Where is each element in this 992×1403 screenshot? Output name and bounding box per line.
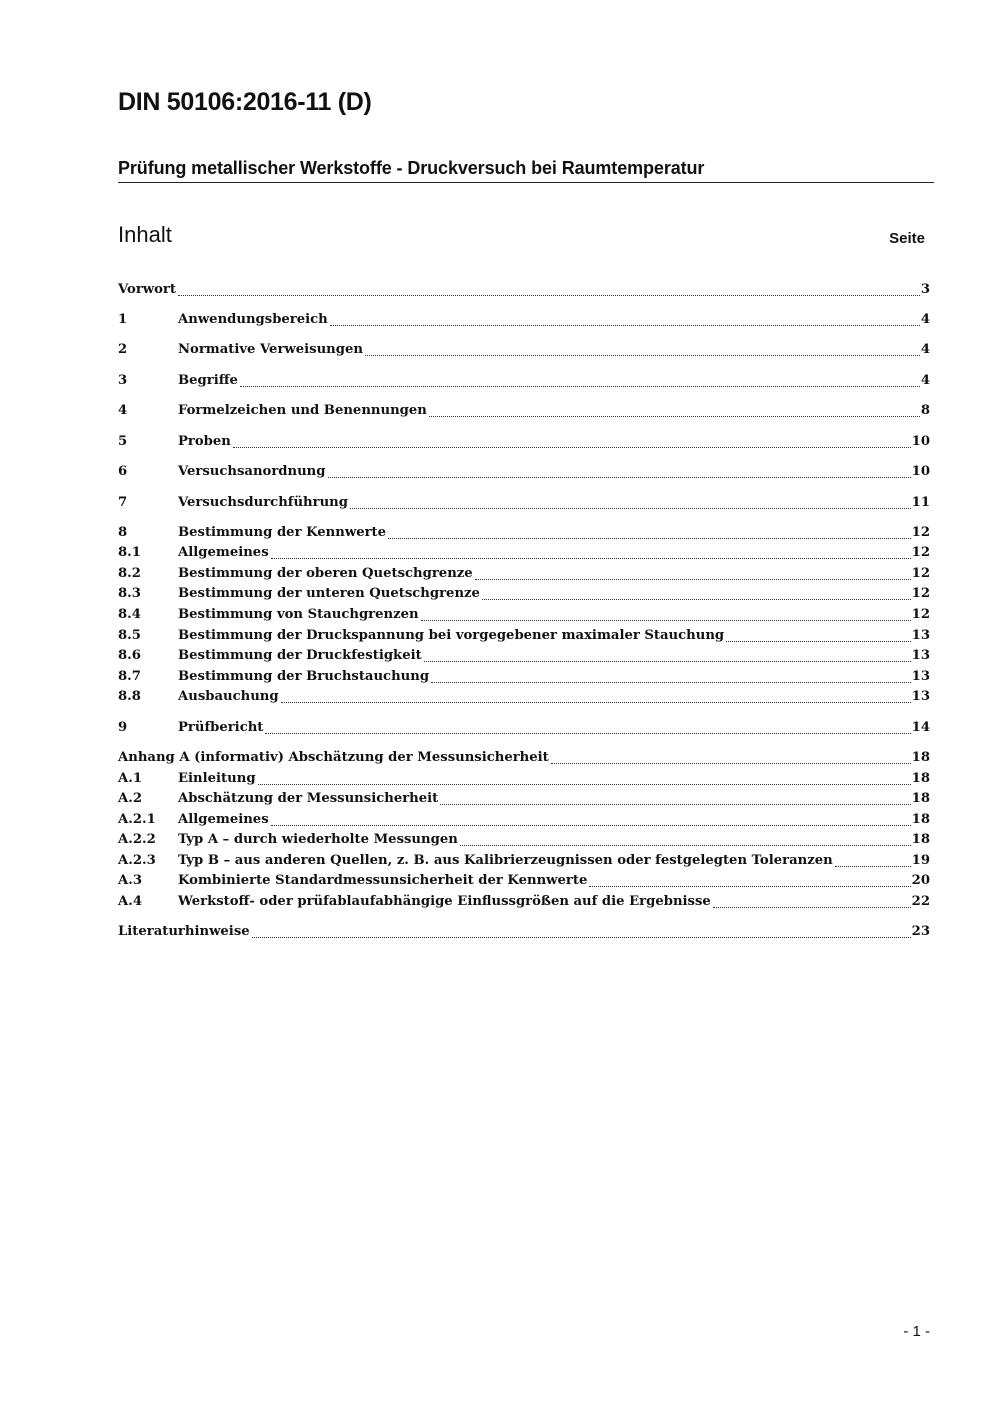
toc-entry-page: 18 [911, 750, 930, 765]
toc-entry[interactable] [118, 626, 930, 646]
toc-entry-page: 13 [911, 628, 930, 643]
toc-entry-page: 11 [911, 495, 930, 510]
toc-entry-title: Begriffe [178, 373, 238, 388]
toc-entry-number: A.2 [118, 791, 142, 806]
document-subtitle: Prüfung metallischer Werkstoffe - Druckversuch bei Raumtemperatur [118, 158, 934, 183]
toc-entry-title: Versuchsdurchführung [178, 495, 348, 510]
toc-entry-number: 8.1 [118, 545, 141, 560]
toc-entry-title: Bestimmung der Kennwerte [178, 525, 387, 540]
toc-entry[interactable] [118, 401, 930, 421]
toc-entry-title: Normative Verweisungen [178, 342, 363, 357]
toc-dot-leader [258, 784, 911, 785]
toc-dot-leader [350, 508, 911, 509]
toc-entry[interactable] [118, 605, 930, 625]
toc-entry-number: 8.7 [118, 669, 141, 684]
toc-entry-page: 23 [911, 924, 930, 939]
toc-dot-leader [551, 763, 911, 764]
toc-entry-number: A.3 [118, 873, 142, 888]
toc-entry-title: Proben [178, 434, 231, 449]
toc-dot-leader [482, 599, 911, 600]
toc-entry[interactable] [118, 646, 930, 666]
toc-entry-page: 20 [911, 873, 930, 888]
toc-entry[interactable] [118, 810, 930, 830]
toc-entry[interactable] [118, 340, 930, 360]
toc-dot-leader [365, 355, 920, 356]
toc-entry[interactable] [118, 718, 930, 738]
toc-entry-page: 4 [920, 312, 930, 327]
toc-entry[interactable] [118, 584, 930, 604]
toc-entry-number: 8.5 [118, 628, 141, 643]
toc-entry-title: Werkstoff- oder prüfablaufabhängige Einflussgrößen auf die Ergebnisse [178, 894, 711, 909]
toc-entry-page: 18 [911, 771, 930, 786]
toc-dot-leader [271, 558, 911, 559]
toc-entry-page: 13 [911, 648, 930, 663]
toc-entry-number: A.2.2 [118, 832, 156, 847]
toc-entry[interactable] [118, 892, 930, 912]
toc-entry-number: A.4 [118, 894, 142, 909]
toc-dot-leader [475, 579, 911, 580]
toc-entry[interactable] [118, 280, 930, 300]
toc-dot-leader [240, 386, 920, 387]
toc-entry[interactable] [118, 310, 930, 330]
toc-entry[interactable] [118, 543, 930, 563]
toc-entry-page: 12 [911, 545, 930, 560]
toc-entry-page: 13 [911, 689, 930, 704]
toc-entry-page: 18 [911, 791, 930, 806]
toc-dot-leader [271, 825, 911, 826]
toc-entry-page: 12 [911, 586, 930, 601]
toc-entry-page: 18 [911, 832, 930, 847]
toc-dot-leader [431, 682, 911, 683]
toc-entry-title: Allgemeines [178, 812, 269, 827]
toc-dot-leader [424, 661, 911, 662]
toc-dot-leader [589, 886, 910, 887]
toc-entry-page: 3 [920, 282, 930, 297]
toc-page-column-label: Seite [889, 230, 925, 247]
toc-entry[interactable] [118, 769, 930, 789]
toc-entry-title: Anwendungsbereich [178, 312, 328, 327]
toc-entry-title: Bestimmung von Stauchgrenzen [178, 607, 419, 622]
toc-entry-page: 8 [920, 403, 930, 418]
toc-entry-title: Bestimmung der Bruchstauchung [178, 669, 430, 684]
toc-entry-page: 12 [911, 566, 930, 581]
toc-entry[interactable] [118, 564, 930, 584]
toc-entry-title: Formelzeichen und Benennungen [178, 403, 427, 418]
toc-entry[interactable] [118, 748, 930, 768]
toc-entry-page: 10 [911, 434, 930, 449]
toc-entry-title: Bestimmung der Druckspannung bei vorgegebener maximaler Stauchung [178, 628, 725, 643]
toc-dot-leader [460, 845, 911, 846]
toc-entry[interactable] [118, 830, 930, 850]
toc-entry-page: 14 [911, 720, 930, 735]
toc-dot-leader [388, 538, 911, 539]
toc-entry-number: 3 [118, 373, 128, 388]
toc-dot-leader [328, 477, 911, 478]
toc-entry[interactable] [118, 922, 930, 942]
toc-entry-number: A.2.3 [118, 853, 156, 868]
toc-entry-page: 22 [911, 894, 930, 909]
toc-dot-leader [440, 804, 910, 805]
toc-entry-title: Ausbauchung [178, 689, 279, 704]
toc-entry[interactable] [118, 432, 930, 452]
toc-dot-leader [233, 447, 911, 448]
toc-entry-page: 4 [920, 373, 930, 388]
toc-entry-number: 8.6 [118, 648, 141, 663]
toc-entry-number: 7 [118, 495, 128, 510]
toc-entry[interactable] [118, 462, 930, 482]
toc-entry-title: Bestimmung der oberen Quetschgrenze [178, 566, 473, 581]
toc-entry-page: 10 [911, 464, 930, 479]
toc-entry-title: Versuchsanordnung [178, 464, 326, 479]
toc-entry-number: 8 [118, 525, 128, 540]
toc-entry-title: Bestimmung der unteren Quetschgrenze [178, 586, 480, 601]
toc-entry-title: Allgemeines [178, 545, 269, 560]
toc-dot-leader [252, 937, 911, 938]
toc-entry-number: 8.3 [118, 586, 141, 601]
toc-entry-number: A.2.1 [118, 812, 156, 827]
toc-entry-page: 13 [911, 669, 930, 684]
toc-entry-title: Einleitung [178, 771, 256, 786]
toc-dot-leader [178, 295, 920, 296]
toc-dot-leader [713, 907, 911, 908]
toc-entry[interactable] [118, 371, 930, 391]
toc-dot-leader [265, 733, 910, 734]
toc-entry-number: 9 [118, 720, 128, 735]
toc-entry-number: 8.8 [118, 689, 141, 704]
toc-entry-number: 5 [118, 434, 128, 449]
toc-entry-title: Kombinierte Standardmessunsicherheit der Kennwerte [178, 873, 588, 888]
toc-entry-title: Bestimmung der Druckfestigkeit [178, 648, 422, 663]
document-id-title: DIN 50106:2016-11 (D) [118, 88, 372, 116]
toc-entry-title: Literaturhinweise [118, 924, 250, 939]
toc-entry[interactable] [118, 687, 930, 707]
toc-entry-title: Typ A – durch wiederholte Messungen [178, 832, 458, 847]
toc-entry-page: 12 [911, 525, 930, 540]
toc-entry[interactable] [118, 871, 930, 891]
toc-entry[interactable] [118, 493, 930, 513]
toc-entry-number: 2 [118, 342, 128, 357]
toc-entry-number: A.1 [118, 771, 142, 786]
toc-entry-page: 19 [911, 853, 930, 868]
toc-entry[interactable] [118, 789, 930, 809]
toc-dot-leader [726, 641, 910, 642]
toc-entry-page: 18 [911, 812, 930, 827]
toc-entry-title: Vorwort [118, 282, 176, 297]
toc-entry-page: 12 [911, 607, 930, 622]
toc-dot-leader [281, 702, 911, 703]
toc-dot-leader [835, 866, 911, 867]
toc-entry[interactable] [118, 667, 930, 687]
toc-entry[interactable] [118, 851, 930, 871]
toc-entry[interactable] [118, 523, 930, 543]
toc-entry-number: 8.2 [118, 566, 141, 581]
toc-entry-page: 4 [920, 342, 930, 357]
toc-entry-title: Typ B – aus anderen Quellen, z. B. aus Kalibrierzeugnissen oder festgelegten Toleranzen [178, 853, 833, 868]
toc-entry-number: 8.4 [118, 607, 141, 622]
toc-entry-number: 1 [118, 312, 128, 327]
toc-entry-number: 6 [118, 464, 128, 479]
toc-entry-title: Prüfbericht [178, 720, 264, 735]
page-number-footer: - 1 - [903, 1323, 930, 1340]
toc-dot-leader [330, 325, 920, 326]
toc-entry-title: Anhang A (informativ) Abschätzung der Messunsicherheit [118, 750, 549, 765]
toc-heading: Inhalt [118, 222, 172, 247]
toc-dot-leader [429, 416, 920, 417]
toc-dot-leader [421, 620, 911, 621]
toc-entry-number: 4 [118, 403, 128, 418]
toc-entry-title: Abschätzung der Messunsicherheit [178, 791, 439, 806]
